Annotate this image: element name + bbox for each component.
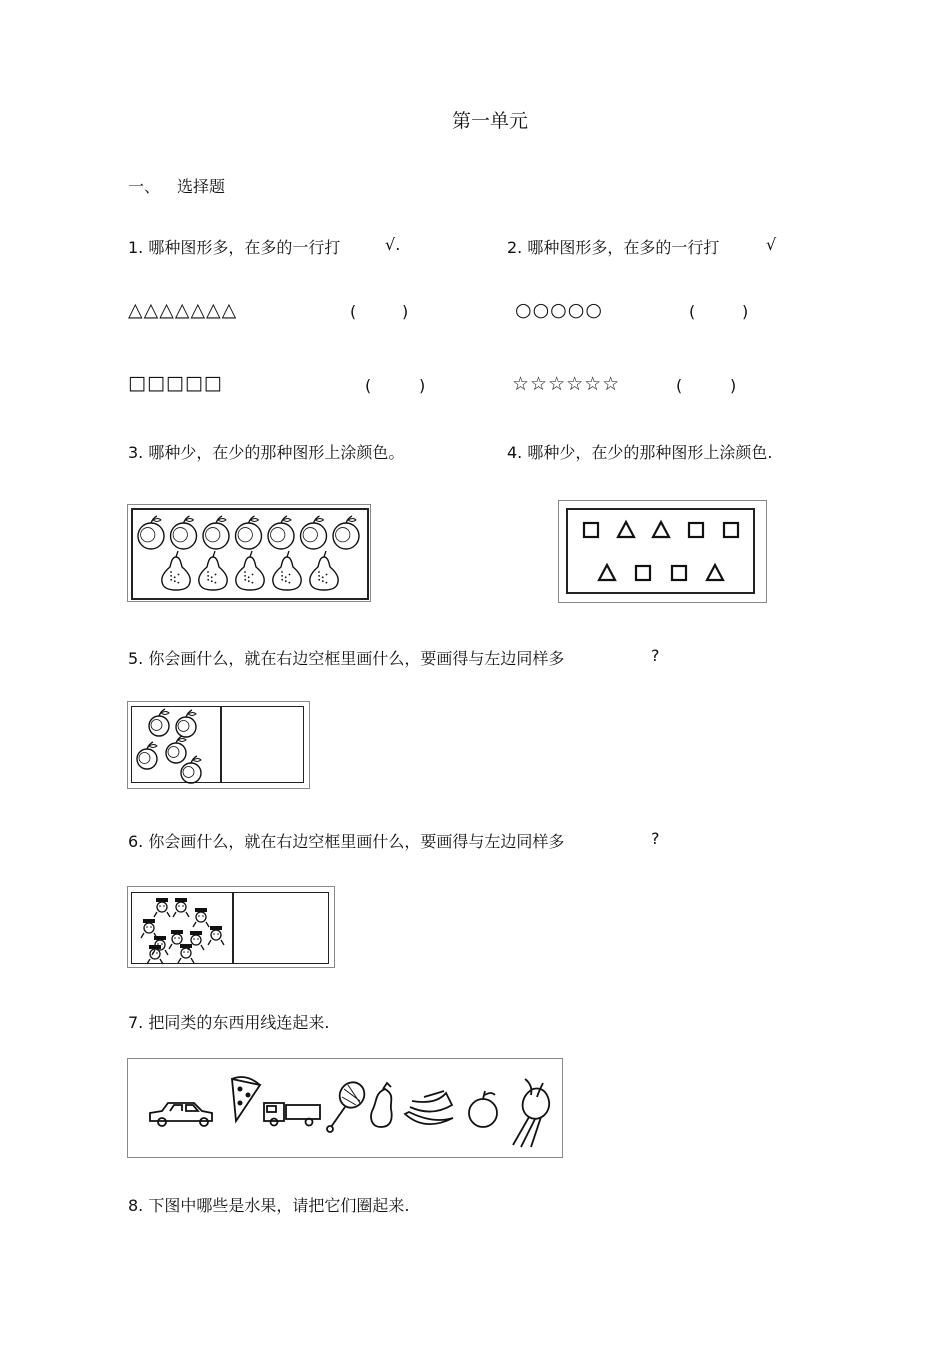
question-6-picture [127,886,335,968]
pizza-icon [232,1077,260,1121]
figure-icon [193,908,209,927]
objects-illustration [128,1059,562,1157]
question-1-answer-paren-open-2[interactable]: ( [365,376,372,395]
question-6-divider [232,893,234,964]
question-2-text: 2. 哪种图形多，在多的一行打 [507,238,720,257]
car-icon [150,1103,212,1126]
apple-icon [203,516,229,549]
pear-icon [310,551,338,590]
question-8-text: 8. 下图中哪些是水果，请把它们圈起来. [128,1196,410,1215]
question-6-text: 6. 你会画什么，就在右边空框里画什么，要画得与左边同样多 [128,832,565,851]
question-7-picture [127,1058,563,1158]
question-1-answer-paren-close-2[interactable]: ) [419,376,426,395]
apple-icon [333,516,359,549]
question-2-answer-paren-open-1[interactable]: ( [689,302,696,321]
square-shape [584,523,598,537]
apple-icon [236,516,262,549]
triangle-shape [618,522,634,537]
square-shape [636,566,650,580]
triangle-shape [599,565,615,580]
squares-and-triangles-illustration [559,501,766,602]
apple-icon [149,709,169,736]
triangle-shape [653,522,669,537]
vegetable-icon [513,1079,549,1147]
pear-icon [199,551,227,590]
banana-icon [405,1091,453,1124]
question-2-answer-paren-open-2[interactable]: ( [676,376,683,395]
question-5-drawing-area[interactable] [223,708,303,781]
apple-icon [138,516,164,549]
pear-icon [273,551,301,590]
apple-icon [176,710,196,737]
question-1-answer-paren-close-1[interactable]: ) [402,302,409,321]
apple-icon [166,736,186,763]
figure-icon [173,898,189,917]
apple-icon [268,516,294,549]
apple-icon [469,1091,497,1127]
page-title: 第一单元 [452,110,529,132]
question-5-question-mark: ? [651,646,660,665]
square-shape [724,523,738,537]
question-3-picture [127,504,371,602]
question-2-answer-paren-close-1[interactable]: ) [742,302,749,321]
question-3-text: 3. 哪种少，在少的那种图形上涂颜色。 [128,443,405,462]
question-1-text: 1. 哪种图形多，在多的一行打 [128,238,341,257]
section-heading: 选择题 [177,177,226,196]
question-2-circles-row: ○○○○○ [515,299,603,321]
question-7-text: 7. 把同类的东西用线连起来. [128,1013,330,1032]
triangle-shape [707,565,723,580]
racket-icon [327,1077,369,1132]
figure-icon [208,926,224,945]
five-apples-illustration [128,702,220,788]
question-6-question-mark: ? [651,829,660,848]
square-shape [689,523,703,537]
question-5-text: 5. 你会画什么，就在右边空框里画什么，要画得与左边同样多 [128,649,565,668]
question-5-divider [220,707,222,783]
apples-and-pears-illustration [128,505,370,601]
apple-icon [137,742,157,769]
section-number: 一、 [128,177,161,196]
figure-icon [154,898,170,917]
question-1-answer-paren-open-1[interactable]: ( [350,302,357,321]
pear-icon [162,551,190,590]
figure-icon [147,945,163,964]
question-2-answer-paren-close-2[interactable]: ) [730,376,737,395]
square-shape [672,566,686,580]
question-2-check-mark: √ [766,235,777,254]
question-1-squares-row: □□□□□ [128,372,223,394]
question-6-drawing-area[interactable] [235,894,327,962]
figure-icon [141,919,157,938]
question-1-triangles-row: △△△△△△△ [128,299,238,321]
apple-icon [171,516,197,549]
ten-figures-illustration [128,887,232,967]
apple-icon [301,516,327,549]
figure-icon [178,944,194,963]
question-1-check-mark: √. [385,235,401,254]
question-4-picture [558,500,767,603]
question-4-text: 4. 哪种少，在少的那种图形上涂颜色. [507,443,773,462]
question-2-stars-row: ☆☆☆☆☆☆ [512,373,621,395]
eggplant-icon [371,1083,392,1127]
truck-icon [264,1103,320,1126]
pear-icon [236,551,264,590]
question-5-picture [127,701,310,789]
